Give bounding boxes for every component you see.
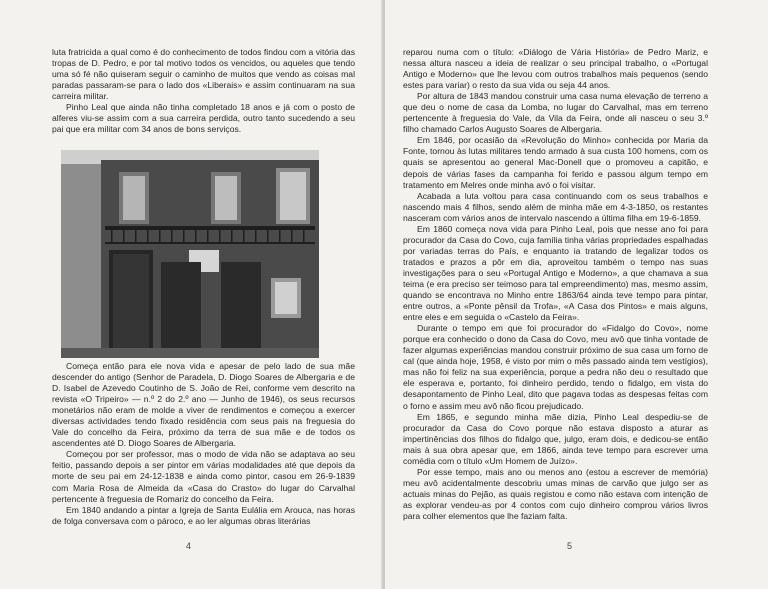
left-page [0,0,383,589]
page-number: 5 [567,541,573,551]
left-text-top [52,47,355,135]
paragraph: Acabada a luta voltou para casa continuando com os seus trabalhos e nascendo mais 4 filhos, sendo além de minha mãe em 4-3-1850, os restantes nasceram com vários anos de intervalo nascendo a última filha em 19-6-1859. [403,190,708,223]
paragraph: Durante o tempo em que foi procurador do «Fidalgo do Covo», nome porque era conhecido o dono da Casa do Covo, meu avô que tinha vontade de fazer algumas experiências mandou construir próximo de sua casa um forno de cal (que ainda hoje, 1958, é visto por mim o mês passado ainda tem vestígios), mas não foi feliz na sua experiência, porque a pedra não deu o resultado que ele esperava e, portanto, foi dinheiro perdido, tendo o fidalgo, em vista do desapontamento de Pinho Leal, dito que pagava todas as despesas feitas com o forno e assim meu avô não ficou prejudicado. [403,323,708,411]
paragraph: Em 1846, por ocasião da «Revolução do Minho» conhecida por Maria da Fonte, tornou às lutas militares tendo armado à sua custa 100 homens, com os quais se apresentou ao general Mac-Donell que o promoveu a capitão, e depois de várias fases da campanha foi ferido e passou algum tempo em tratamento em Melres onde minha avó o foi visitar. [403,135,708,190]
house-photo-image [61,150,319,358]
paragraph: Em 1860 começa nova vida para Pinho Leal, pois que nesse ano foi para procurador da Casa do Covo, cuja família tinha várias propriedades espalhadas por variadas terras do País, e enquanto ia tratando de legalizar todos os tratados e prazos a pôr em dia, aproveitou também o tempo nas suas investigações para o seu «Portugal Antigo e Moderno», a que chamava a sua teima (e era preciso ser teimoso para tal empreendimento) mas, mesmo assim, quando se encontrava no Minho entre 1863/64 ainda teve tempo para pintar, entre outros, a «Ponte pênsil da Trofa», «A Casa dos Pintos» e mais alguns, entre eles e em seguida o «Castelo da Feira». [403,223,708,323]
paragraph: Começa então para ele nova vida e apesar de pelo lado de sua mãe descender do antigo (Senhor de Paradela, D. Diogo Soares de Albergaria e de D. Isabel de Azevedo Coutinho de S. João de Rei, conforme vem descrito na revista «O Tripeiro» — n.º 2 do 2.º ano — Junho de 1946), os seus recursos monetários não eram de molde a viver de rendimentos e começou a exercer diversas actividades tendo fixado residência com seus pais na freguesia do Vale do concelho da Feira, próximo da terra de sua mãe e de todos os ascendentes até D. Diogo Soares de Albergaria. [52,361,355,449]
paragraph: Em 1865, e segundo minha mãe dizia, Pinho Leal despediu-se de procurador da Casa do Covo porque não estava disposto a aturar as impertinências dos filhos do fidalgo que, julgo, eram dois, e dedicou-se então mais à sua obra apesar que, em 1866, ainda teve tempo para escrever uma comédia com o título «Um Homem de Juízo». [403,411,708,466]
paragraph: luta fratricida a qual como é do conhecimento de todos findou com a vitória das tropas de D. Pedro, e por tal motivo todos os vencidos, ou aqueles que tendo uma só fé não quiseram seguir o caminho de muitos que vendo as coisas mal paradas passaram-se para o lado dos «Liberais» e assim continuaram na sua carreira militar. [52,47,355,102]
paragraph: Por esse tempo, mais ano ou menos ano (estou a escrever de memória) meu avô acidentalmente descobriu umas minas de carvão que julgo ser as actuais minas do Pejão, as quais registou e como não estava com intenção de as explorar vendeu-as por 4 contos com cujo dinheiro comprou vários livros para colher elementos que lhe faziam falta. [403,466,708,521]
page-number: 4 [186,541,192,551]
paragraph: reparou numa com o título: «Diálogo de Vária História» de Pedro Mariz, e nessa altura nasceu a ideia de realizar o seu principal trabalho, o «Portugal Antigo e Moderno» que lhe levou com outros trabalhos mais pequenos (sendo estes para variar) o resto da sua vida ou seja 44 anos. [403,47,708,91]
paragraph: Em 1840 andando a pintar a Igreja de Santa Eulália em Arouca, nas horas de folga conversava com o pároco, e ao ler algumas obras literárias [52,504,355,526]
left-text-bottom [52,361,355,527]
paragraph: Por altura de 1843 mandou construir uma casa numa elevação de terreno a que deu o nome de casa da Lomba, no lugar do Carvalhal, mas em terreno pertencente à freguesia do Vale, da Vila da Feira, onde ali nasceu o seu 3.º filho chamado Carlos Augusto Soares de Albergaria. [403,91,708,135]
house-photo [61,150,319,358]
right-page [385,0,768,589]
paragraph: Começou por ser professor, mas o modo de vida não se adaptava ao seu feitio, passando depois a ser pintor em várias modalidades até que depois da morte de seu pai em 24-12-1838 e ainda como pintor, casou em 26-9-1839 com Maria Rosa de Almeida da «Casa do Crasto» do lugar do Carvalhal pertencente à freguesia de Romariz do concelho da Feira. [52,449,355,504]
right-text [403,47,708,522]
paragraph: Pinho Leal que ainda não tinha completado 18 anos e já com o posto de alferes viu-se assim com a sua carreira perdida, outro tanto sucedendo a seu pai que era militar com 34 anos de bons serviços. [52,102,355,135]
